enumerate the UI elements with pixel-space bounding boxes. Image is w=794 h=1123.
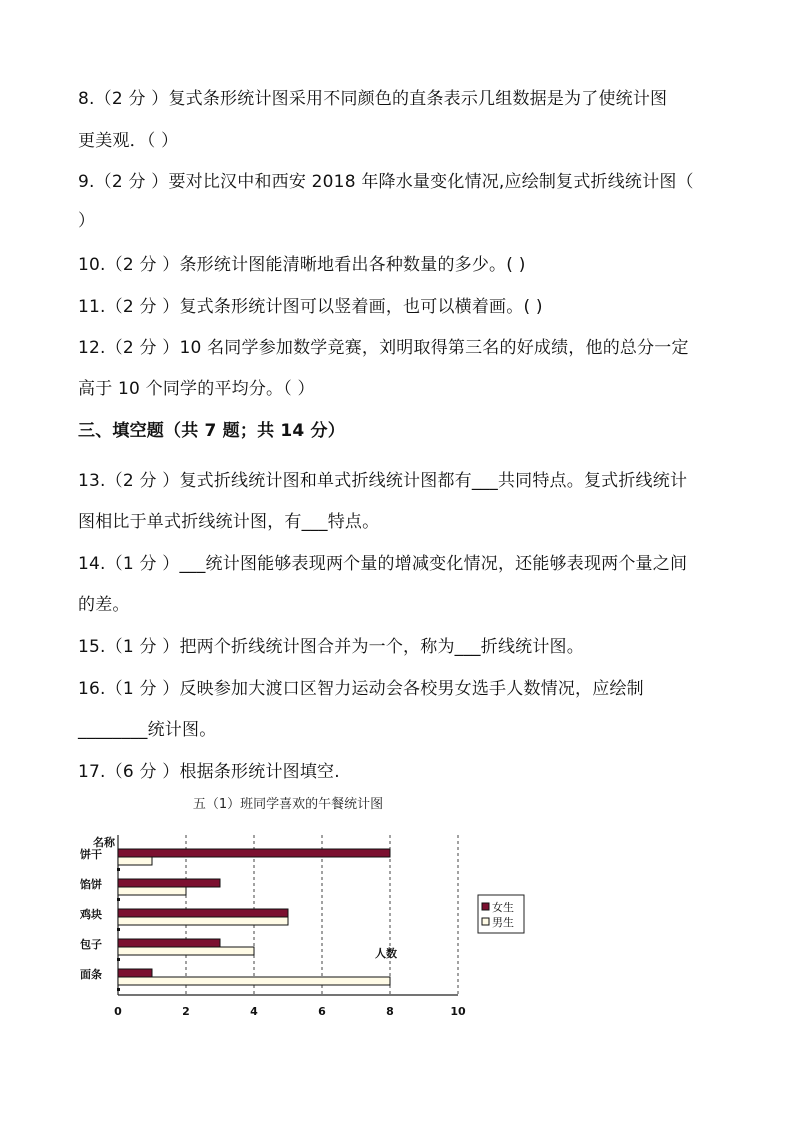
question-10: 10.（2 分 ）条形统计图能清晰地看出各种数量的多少。( ) bbox=[78, 255, 526, 275]
question-17: 17.（6 分 ）根据条形统计图填空. bbox=[78, 762, 340, 782]
category-tick bbox=[117, 928, 120, 931]
category-label: 包子 bbox=[80, 938, 102, 951]
bar-male bbox=[118, 917, 288, 925]
x-tick-label: 8 bbox=[386, 1005, 394, 1018]
bar-female bbox=[118, 879, 220, 887]
question-12-line-2: 高于 10 个同学的平均分。（ ） bbox=[78, 379, 315, 399]
category-tick bbox=[117, 868, 120, 871]
bar-male bbox=[118, 857, 152, 865]
legend-swatch bbox=[482, 918, 489, 925]
chart-svg bbox=[78, 790, 538, 1030]
x-tick-label: 4 bbox=[250, 1005, 258, 1018]
x-tick-label: 2 bbox=[182, 1005, 190, 1018]
x-tick-label: 10 bbox=[450, 1005, 466, 1018]
question-9-line-1: 9.（2 分 ）要对比汉中和西安 2018 年降水量变化情况,应绘制复式折线统计图（ bbox=[78, 172, 694, 192]
question-8-line-2: 更美观．（ ） bbox=[78, 131, 179, 151]
category-tick bbox=[117, 898, 120, 901]
question-12-line-1: 12.（2 分 ）10 名同学参加数学竞赛，刘明取得第三名的好成绩，他的总分一定 bbox=[78, 338, 689, 358]
legend-swatch bbox=[482, 903, 489, 910]
question-13-line-2: 图相比于单式折线统计图，有___特点。 bbox=[78, 512, 380, 532]
bar-female bbox=[118, 909, 288, 917]
category-label: 鸡块 bbox=[80, 908, 102, 921]
chart-title: 五（1）班同学喜欢的午餐统计图 bbox=[192, 797, 384, 812]
question-13-line-1: 13.（2 分 ）复式折线统计图和单式折线统计图都有___共同特点。复式折线统计 bbox=[78, 471, 688, 491]
y-axis-label: 名称 bbox=[93, 836, 115, 849]
lunch-bar-chart bbox=[78, 790, 538, 1030]
category-label: 面条 bbox=[80, 968, 102, 981]
x-tick-label: 6 bbox=[318, 1005, 326, 1018]
bar-female bbox=[118, 849, 390, 857]
section-title-fill-blank: 三、填空题（共 7 题；共 14 分） bbox=[78, 421, 345, 441]
question-16-line-2: ________统计图。 bbox=[78, 720, 217, 740]
question-8-line-1: 8.（2 分 ）复式条形统计图采用不同颜色的直条表示几组数据是为了使统计图 bbox=[78, 89, 668, 109]
question-15: 15.（1 分 ）把两个折线统计图合并为一个，称为___折线统计图。 bbox=[78, 637, 584, 657]
category-label: 馅饼 bbox=[80, 878, 102, 891]
x-axis-label: 人数 bbox=[375, 947, 397, 960]
question-9-line-2: ） bbox=[78, 211, 96, 231]
bar-male bbox=[118, 887, 186, 895]
question-14-line-1: 14.（1 分 ）___统计图能够表现两个量的增减变化情况，还能够表现两个量之间 bbox=[78, 554, 688, 574]
question-11: 11.（2 分 ）复式条形统计图可以竖着画，也可以横着画。( ) bbox=[78, 297, 543, 317]
category-tick bbox=[117, 988, 120, 991]
category-tick bbox=[117, 958, 120, 961]
x-tick-label: 0 bbox=[114, 1005, 122, 1018]
bar-male bbox=[118, 977, 390, 985]
bar-female bbox=[118, 969, 152, 977]
bar-male bbox=[118, 947, 254, 955]
bar-female bbox=[118, 939, 220, 947]
category-label: 饼干 bbox=[80, 848, 102, 861]
question-14-line-2: 的差。 bbox=[78, 595, 130, 615]
question-16-line-1: 16.（1 分 ）反映参加大渡口区智力运动会各校男女选手人数情况，应绘制 bbox=[78, 679, 644, 699]
legend-label: 女生 bbox=[492, 901, 514, 914]
legend-label: 男生 bbox=[492, 916, 514, 929]
